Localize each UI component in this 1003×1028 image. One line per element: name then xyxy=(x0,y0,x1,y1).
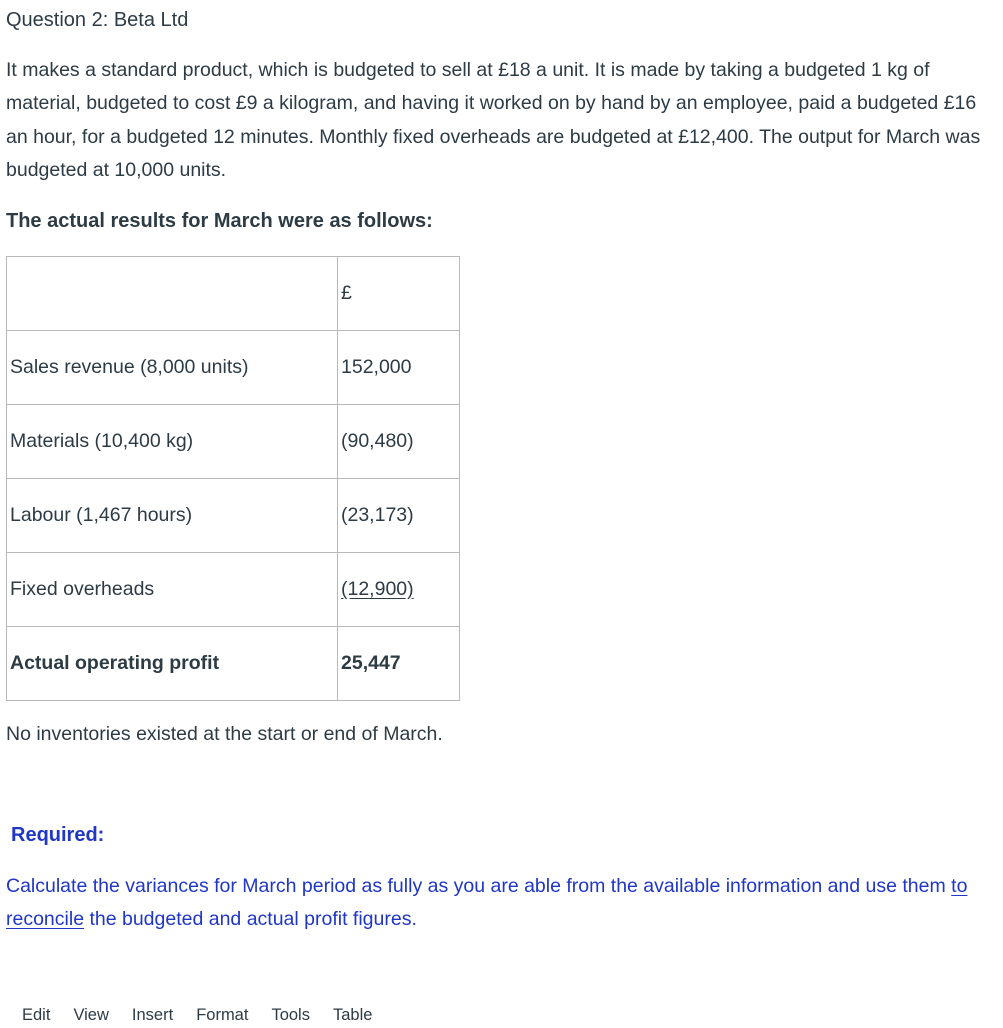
reconcile-link[interactable]: to reconcile xyxy=(6,875,968,931)
question-title: Question 2: Beta Ltd xyxy=(6,9,189,31)
menu-insert[interactable]: Insert xyxy=(131,1006,174,1024)
table-row xyxy=(7,405,460,479)
row-label-fixed-overheads: Fixed overheads xyxy=(7,553,338,627)
row-amount-sales-revenue: 152,000 xyxy=(338,331,460,405)
required-heading: Required: xyxy=(11,824,105,846)
table-row-total xyxy=(7,627,460,701)
required-task-text xyxy=(6,870,996,937)
row-amount-operating-profit: 25,447 xyxy=(338,627,460,701)
row-label-materials: Materials (10,400 kg) xyxy=(7,405,338,479)
row-label-sales-revenue: Sales revenue (8,000 units) xyxy=(7,331,338,405)
editor-menubar xyxy=(22,1002,395,1028)
table-row xyxy=(7,331,460,405)
fixed-overheads-amount-text: (12,900) xyxy=(341,578,414,600)
table-row xyxy=(7,553,460,627)
row-amount-labour: (23,173) xyxy=(338,479,460,553)
task-text-after: the budgeted and actual profit figures. xyxy=(84,908,417,931)
header-label-cell xyxy=(7,257,338,331)
actual-results-table xyxy=(6,256,460,701)
menu-format[interactable]: Format xyxy=(196,1006,249,1024)
row-amount-fixed-overheads xyxy=(338,553,460,627)
task-text-before: Calculate the variances for March period as fully as you are able from the available information and use them xyxy=(6,875,952,897)
row-label-operating-profit: Actual operating profit xyxy=(7,627,338,701)
menu-table[interactable]: Table xyxy=(332,1006,373,1024)
row-amount-materials: (90,480) xyxy=(338,405,460,479)
menu-edit[interactable]: Edit xyxy=(22,1006,51,1024)
actual-results-heading: The actual results for March were as follows: xyxy=(6,210,433,232)
menu-tools[interactable]: Tools xyxy=(271,1006,310,1024)
question-intro: It makes a standard product, which is budgeted to sell at £18 a unit. It is made by taking a budgeted 1 kg of material, budgeted to cost £9 a kilogram, and having it worked on by hand by an employee, paid a budgeted £16 an hour, for a budgeted 12 minutes. Monthly fixed overheads are budgeted at £12,400. The output for March was budgeted at 10,000 units. xyxy=(6,59,981,181)
header-currency-cell: £ xyxy=(338,257,460,331)
menu-view[interactable]: View xyxy=(73,1006,109,1024)
row-label-labour: Labour (1,467 hours) xyxy=(7,479,338,553)
inventory-note: No inventories existed at the start or end of March. xyxy=(6,723,443,745)
table-row xyxy=(7,479,460,553)
table-header-row xyxy=(7,257,460,331)
